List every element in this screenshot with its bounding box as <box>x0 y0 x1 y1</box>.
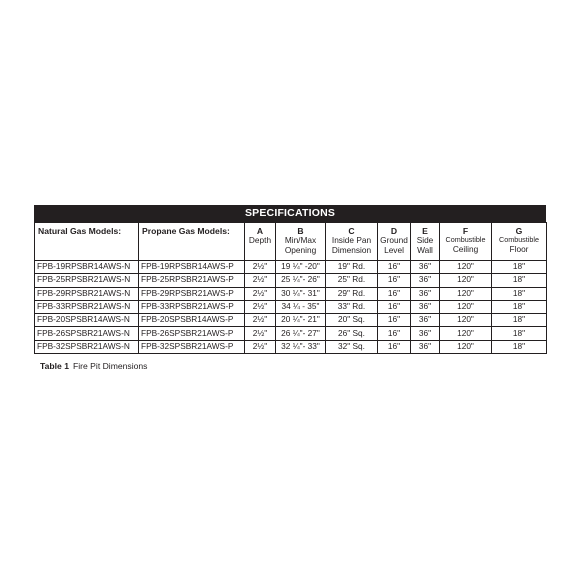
cell-propane-model: FPB-19RPSBR14AWS-P <box>139 261 245 274</box>
col-a-label: Depth <box>248 235 272 246</box>
cell-propane-model: FPB-20SPSBR14AWS-P <box>139 314 245 327</box>
col-natural-gas-models: Natural Gas Models: <box>35 223 139 261</box>
specifications-header: SPECIFICATIONS <box>34 205 546 222</box>
col-b-label-1: Min/Max <box>284 235 317 246</box>
cell-inside-pan: 19" Rd. <box>326 261 378 274</box>
cell-opening: 19 ¼" -20" <box>276 261 326 274</box>
cell-combustible-ceiling: 120" <box>440 261 492 274</box>
cell-natural-model: FPB-26SPSBR21AWS-N <box>35 327 139 340</box>
cell-inside-pan: 26" Sq. <box>326 327 378 340</box>
table-caption <box>40 361 147 371</box>
col-e-label-2: Wall <box>417 245 433 256</box>
col-b-letter: B <box>297 226 304 236</box>
col-g-letter: G <box>515 226 523 236</box>
cell-combustible-floor: 18" <box>492 327 547 340</box>
cell-ground-level: 16" <box>378 261 411 274</box>
col-b-opening <box>276 223 326 261</box>
cell-depth: 2½" <box>245 327 276 340</box>
col-d-letter: D <box>390 226 398 236</box>
col-e-label-1: Side <box>416 235 434 246</box>
cell-inside-pan: 33" Rd. <box>326 300 378 313</box>
cell-propane-model: FPB-26SPSBR21AWS-P <box>139 327 245 340</box>
cell-opening: 34 ¼ - 35" <box>276 300 326 313</box>
cell-natural-model: FPB-33RPSBR21AWS-N <box>35 300 139 313</box>
cell-combustible-floor: 18" <box>492 287 547 300</box>
cell-inside-pan: 20" Sq. <box>326 314 378 327</box>
cell-combustible-floor: 18" <box>492 340 547 353</box>
table-row <box>35 274 547 287</box>
caption-text: Fire Pit Dimensions <box>72 361 148 371</box>
cell-side-wall: 36" <box>411 287 440 300</box>
cell-ground-level: 16" <box>378 340 411 353</box>
col-a-depth <box>245 223 276 261</box>
cell-natural-model: FPB-29RPSBR21AWS-N <box>35 287 139 300</box>
table-row <box>35 287 547 300</box>
cell-combustible-floor: 18" <box>492 314 547 327</box>
cell-natural-model: FPB-25RPSBR21AWS-N <box>35 274 139 287</box>
table-row <box>35 340 547 353</box>
cell-propane-model: FPB-25RPSBR21AWS-P <box>139 274 245 287</box>
col-e-letter: E <box>422 226 428 236</box>
col-g-combustible-floor <box>492 223 547 261</box>
col-c-inside-pan <box>326 223 378 261</box>
col-c-label-1: Inside Pan <box>331 235 372 246</box>
cell-side-wall: 36" <box>411 261 440 274</box>
cell-opening: 30 ¼"- 31" <box>276 287 326 300</box>
table-row <box>35 314 547 327</box>
col-c-label-2: Dimension <box>331 245 372 256</box>
table-header-row <box>35 223 547 261</box>
cell-ground-level: 16" <box>378 314 411 327</box>
cell-opening: 20 ¼"- 21" <box>276 314 326 327</box>
table-body <box>35 261 547 354</box>
cell-opening: 25 ¼"- 26" <box>276 274 326 287</box>
cell-natural-model: FPB-32SPSBR21AWS-N <box>35 340 139 353</box>
cell-depth: 2½" <box>245 300 276 313</box>
cell-ground-level: 16" <box>378 274 411 287</box>
cell-depth: 2½" <box>245 340 276 353</box>
col-g-label-1: Combustible <box>499 235 539 245</box>
cell-opening: 26 ¼"- 27" <box>276 327 326 340</box>
cell-natural-model: FPB-19RPSBR14AWS-N <box>35 261 139 274</box>
col-g-label-2: Floor <box>509 243 529 254</box>
specifications-table <box>34 222 547 354</box>
col-f-letter: F <box>462 226 469 236</box>
table-row <box>35 327 547 340</box>
specifications-table-block <box>34 205 546 354</box>
cell-propane-model: FPB-29RPSBR21AWS-P <box>139 287 245 300</box>
col-f-combustible-ceiling <box>440 223 492 261</box>
cell-side-wall: 36" <box>411 327 440 340</box>
col-f-label-2: Ceiling <box>452 243 479 254</box>
cell-side-wall: 36" <box>411 300 440 313</box>
cell-combustible-ceiling: 120" <box>440 314 492 327</box>
col-propane-gas-models: Propane Gas Models: <box>139 223 245 261</box>
cell-combustible-ceiling: 120" <box>440 300 492 313</box>
cell-natural-model: FPB-20SPSBR14AWS-N <box>35 314 139 327</box>
cell-combustible-floor: 18" <box>492 300 547 313</box>
cell-combustible-ceiling: 120" <box>440 327 492 340</box>
cell-inside-pan: 29" Rd. <box>326 287 378 300</box>
cell-combustible-floor: 18" <box>492 274 547 287</box>
cell-inside-pan: 32" Sq. <box>326 340 378 353</box>
cell-combustible-floor: 18" <box>492 261 547 274</box>
cell-side-wall: 36" <box>411 274 440 287</box>
cell-opening: 32 ¼"- 33" <box>276 340 326 353</box>
cell-combustible-ceiling: 120" <box>440 274 492 287</box>
cell-side-wall: 36" <box>411 314 440 327</box>
table-row <box>35 261 547 274</box>
cell-combustible-ceiling: 120" <box>440 287 492 300</box>
cell-ground-level: 16" <box>378 327 411 340</box>
col-a-letter: A <box>256 226 264 236</box>
cell-ground-level: 16" <box>378 287 411 300</box>
caption-label: Table 1 <box>40 361 69 371</box>
cell-propane-model: FPB-33RPSBR21AWS-P <box>139 300 245 313</box>
col-d-ground-level <box>378 223 411 261</box>
col-c-letter: C <box>348 226 355 236</box>
cell-side-wall: 36" <box>411 340 440 353</box>
cell-combustible-ceiling: 120" <box>440 340 492 353</box>
cell-depth: 2½" <box>245 274 276 287</box>
table-row <box>35 300 547 313</box>
cell-depth: 2½" <box>245 287 276 300</box>
cell-ground-level: 16" <box>378 300 411 313</box>
col-b-label-2: Opening <box>284 245 317 256</box>
cell-depth: 2½" <box>245 261 276 274</box>
cell-depth: 2½" <box>245 314 276 327</box>
col-e-side-wall <box>411 223 440 261</box>
cell-inside-pan: 25" Rd. <box>326 274 378 287</box>
cell-propane-model: FPB-32SPSBR21AWS-P <box>139 340 245 353</box>
col-d-label-1: Ground <box>380 235 408 246</box>
col-f-label-1: Combustible <box>445 235 486 245</box>
col-d-label-2: Level <box>384 245 404 256</box>
